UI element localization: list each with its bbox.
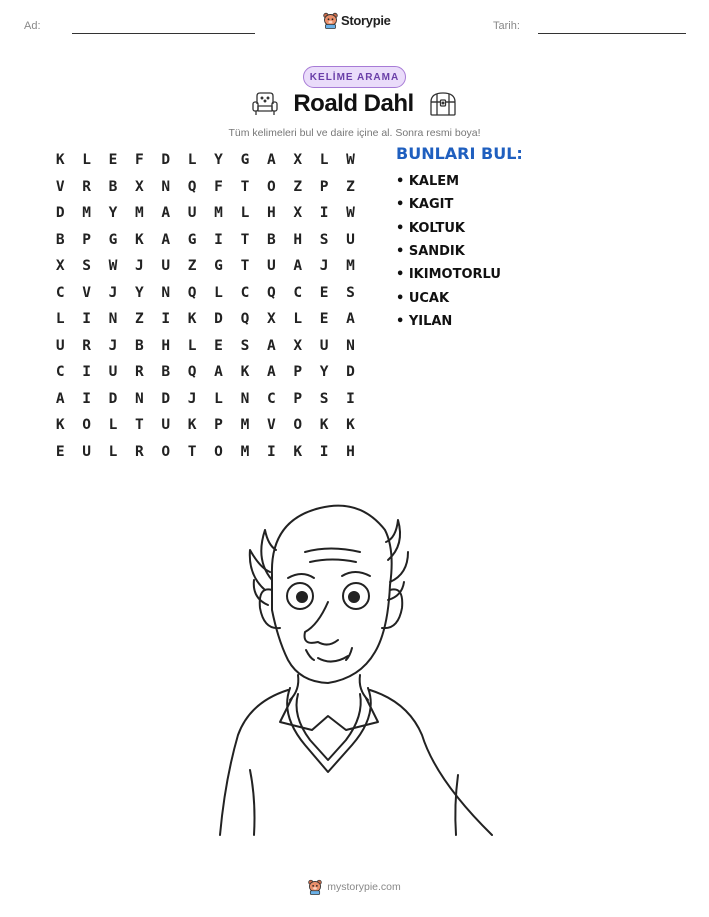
grid-cell[interactable]: Y bbox=[214, 152, 223, 169]
grid-cell[interactable]: B bbox=[135, 337, 144, 354]
grid-cell[interactable]: G bbox=[240, 152, 250, 169]
word-list bbox=[396, 170, 501, 333]
grid-cell[interactable]: S bbox=[319, 231, 329, 248]
grid-cell[interactable]: U bbox=[319, 337, 329, 354]
grid-cell[interactable]: Q bbox=[187, 178, 197, 195]
grid-cell[interactable]: N bbox=[135, 390, 144, 407]
grid-cell[interactable]: C bbox=[55, 364, 65, 381]
grid-cell[interactable]: O bbox=[82, 417, 91, 434]
grid-cell[interactable]: T bbox=[187, 443, 197, 460]
grid-cell[interactable]: S bbox=[319, 390, 329, 407]
grid-cell[interactable]: L bbox=[55, 311, 65, 328]
grid-cell[interactable]: K bbox=[240, 364, 250, 381]
grid-cell[interactable]: H bbox=[346, 443, 355, 460]
grid-cell[interactable]: Z bbox=[346, 178, 355, 195]
grid-cell[interactable]: J bbox=[135, 258, 144, 275]
grid-cell[interactable]: Q bbox=[240, 311, 250, 328]
word-list-item: • KOLTUK bbox=[396, 220, 466, 236]
word-list-item: • KAGIT bbox=[396, 197, 454, 213]
grid-cell[interactable]: D bbox=[161, 390, 171, 407]
title-row bbox=[0, 90, 709, 118]
grid-cell[interactable]: D bbox=[214, 311, 223, 328]
grid-cell[interactable]: Q bbox=[266, 284, 276, 301]
grid-cell[interactable]: H bbox=[266, 205, 276, 222]
grid-cell[interactable]: D bbox=[108, 390, 118, 407]
word-list-item: • YILAN bbox=[396, 313, 453, 329]
grid-cell[interactable]: H bbox=[161, 337, 171, 354]
grid-cell[interactable]: Q bbox=[187, 284, 197, 301]
name-label: Ad: bbox=[24, 20, 41, 32]
grid-cell[interactable]: I bbox=[82, 311, 91, 328]
grid-cell[interactable]: L bbox=[108, 443, 118, 460]
grid-cell[interactable]: E bbox=[319, 311, 329, 328]
roald-dahl-coloring-portrait[interactable] bbox=[210, 490, 500, 845]
grid-cell[interactable]: C bbox=[240, 284, 250, 301]
grid-cell[interactable]: L bbox=[319, 152, 329, 169]
grid-cell[interactable]: J bbox=[108, 337, 118, 354]
grid-cell[interactable]: T bbox=[240, 258, 250, 275]
grid-cell[interactable]: U bbox=[346, 231, 355, 248]
brand-name: Storypie bbox=[341, 13, 391, 28]
grid-cell[interactable]: U bbox=[161, 417, 171, 434]
grid-cell[interactable]: N bbox=[240, 390, 250, 407]
grid-cell[interactable]: O bbox=[214, 443, 223, 460]
grid-cell[interactable]: S bbox=[346, 284, 355, 301]
grid-cell[interactable]: B bbox=[108, 178, 118, 195]
grid-cell[interactable]: J bbox=[319, 258, 329, 275]
word-list-item: • SANDIK bbox=[396, 244, 465, 260]
grid-cell[interactable]: K bbox=[55, 152, 65, 169]
grid-cell[interactable]: K bbox=[293, 443, 303, 460]
grid-cell[interactable]: A bbox=[266, 337, 276, 354]
grid-cell[interactable]: M bbox=[214, 205, 223, 222]
grid-cell[interactable]: B bbox=[161, 364, 171, 381]
date-line[interactable] bbox=[538, 33, 686, 34]
grid-cell[interactable]: N bbox=[346, 337, 355, 354]
grid-cell[interactable]: S bbox=[240, 337, 250, 354]
grid-cell[interactable]: P bbox=[319, 178, 329, 195]
grid-cell[interactable]: R bbox=[135, 443, 144, 460]
grid-cell[interactable]: I bbox=[214, 231, 223, 248]
grid-cell[interactable]: H bbox=[293, 231, 303, 248]
grid-cell[interactable]: U bbox=[161, 258, 171, 275]
grid-cell[interactable]: N bbox=[161, 284, 171, 301]
grid-cell[interactable]: B bbox=[55, 231, 65, 248]
grid-cell[interactable]: T bbox=[240, 178, 250, 195]
grid-cell[interactable]: O bbox=[161, 443, 171, 460]
grid-cell[interactable]: D bbox=[346, 364, 355, 381]
grid-cell[interactable]: Y bbox=[319, 364, 329, 381]
grid-cell[interactable]: N bbox=[161, 178, 171, 195]
grid-cell[interactable]: U bbox=[82, 443, 91, 460]
grid-cell[interactable]: A bbox=[266, 152, 276, 169]
grid-cell[interactable]: P bbox=[293, 364, 303, 381]
grid-cell[interactable]: M bbox=[135, 205, 144, 222]
grid-cell[interactable]: U bbox=[187, 205, 197, 222]
grid-cell[interactable]: M bbox=[240, 443, 250, 460]
grid-cell[interactable]: L bbox=[187, 152, 197, 169]
grid-cell[interactable]: I bbox=[82, 364, 91, 381]
grid-cell[interactable]: A bbox=[214, 364, 223, 381]
grid-cell[interactable]: A bbox=[266, 364, 276, 381]
grid-cell[interactable]: X bbox=[293, 205, 303, 222]
grid-cell[interactable]: M bbox=[82, 205, 91, 222]
word-list-item: • UCAK bbox=[396, 290, 450, 306]
grid-cell[interactable]: V bbox=[55, 178, 65, 195]
category-badge: KELİME ARAMA bbox=[303, 66, 406, 88]
word-list-title: BUNLARI BUL: bbox=[396, 144, 523, 163]
grid-cell[interactable]: R bbox=[82, 337, 91, 354]
grid-cell[interactable]: E bbox=[319, 284, 329, 301]
grid-cell[interactable]: X bbox=[293, 152, 303, 169]
grid-cell[interactable]: T bbox=[240, 231, 250, 248]
grid-cell[interactable]: J bbox=[187, 390, 197, 407]
instructions: Tüm kelimeleri bul ve daire içine al. Sonra resmi boya! bbox=[228, 127, 481, 139]
page-title: Roald Dahl bbox=[293, 90, 414, 117]
grid-cell[interactable]: I bbox=[266, 443, 276, 460]
grid-cell[interactable]: E bbox=[214, 337, 223, 354]
grid-cell[interactable]: F bbox=[214, 178, 223, 195]
bear-mascot-icon bbox=[323, 12, 338, 29]
grid-cell[interactable]: I bbox=[319, 205, 329, 222]
grid-cell[interactable]: D bbox=[55, 205, 65, 222]
word-list-item: • KALEM bbox=[396, 174, 460, 190]
grid-cell[interactable]: Z bbox=[187, 258, 197, 275]
grid-cell[interactable]: G bbox=[214, 258, 223, 275]
date-label: Tarih: bbox=[493, 20, 520, 32]
grid-cell[interactable]: I bbox=[82, 390, 91, 407]
grid-cell[interactable]: R bbox=[135, 364, 144, 381]
grid-cell[interactable]: X bbox=[293, 337, 303, 354]
grid-cell[interactable]: I bbox=[161, 311, 171, 328]
grid-cell[interactable]: T bbox=[135, 417, 144, 434]
grid-cell[interactable]: W bbox=[346, 205, 355, 222]
grid-cell[interactable]: A bbox=[346, 311, 355, 328]
grid-cell[interactable]: C bbox=[293, 284, 303, 301]
grid-cell[interactable]: O bbox=[266, 178, 276, 195]
grid-cell[interactable]: K bbox=[187, 311, 197, 328]
grid-cell[interactable]: A bbox=[293, 258, 303, 275]
brand-logo bbox=[323, 12, 391, 29]
grid-cell[interactable]: U bbox=[55, 337, 65, 354]
bear-mascot-icon bbox=[308, 879, 322, 895]
grid-cell[interactable]: L bbox=[187, 337, 197, 354]
grid-cell[interactable]: I bbox=[319, 443, 329, 460]
grid-cell[interactable]: L bbox=[82, 152, 91, 169]
grid-cell[interactable]: P bbox=[293, 390, 303, 407]
grid-cell[interactable]: Z bbox=[135, 311, 144, 328]
grid-cell[interactable]: K bbox=[319, 417, 329, 434]
armchair-icon bbox=[251, 90, 279, 118]
grid-cell[interactable]: E bbox=[55, 443, 65, 460]
footer bbox=[0, 879, 709, 895]
grid-cell[interactable]: Y bbox=[135, 284, 144, 301]
grid-cell[interactable]: M bbox=[346, 258, 355, 275]
grid-cell[interactable]: K bbox=[135, 231, 144, 248]
grid-cell[interactable]: P bbox=[82, 231, 91, 248]
grid-cell[interactable]: D bbox=[161, 152, 171, 169]
grid-cell[interactable]: W bbox=[108, 258, 118, 275]
grid-cell[interactable]: R bbox=[82, 178, 91, 195]
grid-cell[interactable]: C bbox=[55, 284, 65, 301]
grid-cell[interactable]: L bbox=[108, 417, 118, 434]
grid-cell[interactable]: W bbox=[346, 152, 355, 169]
grid-cell[interactable]: L bbox=[214, 284, 223, 301]
grid-cell[interactable]: O bbox=[293, 417, 303, 434]
grid-cell[interactable]: X bbox=[55, 258, 65, 275]
grid-cell[interactable]: X bbox=[135, 178, 144, 195]
grid-cell[interactable]: A bbox=[161, 205, 171, 222]
grid-cell[interactable]: P bbox=[214, 417, 223, 434]
grid-cell[interactable]: E bbox=[108, 152, 118, 169]
grid-cell[interactable]: G bbox=[108, 231, 118, 248]
grid-cell[interactable]: J bbox=[108, 284, 118, 301]
grid-cell[interactable]: A bbox=[161, 231, 171, 248]
grid-cell[interactable]: Y bbox=[108, 205, 118, 222]
grid-cell[interactable]: I bbox=[346, 390, 355, 407]
name-line[interactable] bbox=[72, 33, 255, 34]
grid-cell[interactable]: X bbox=[266, 311, 276, 328]
grid-cell[interactable]: L bbox=[293, 311, 303, 328]
grid-cell[interactable]: K bbox=[55, 417, 65, 434]
grid-cell[interactable]: U bbox=[266, 258, 276, 275]
grid-cell[interactable]: N bbox=[108, 311, 118, 328]
grid-cell[interactable]: L bbox=[214, 390, 223, 407]
word-list-item: • IKIMOTORLU bbox=[396, 267, 501, 283]
grid-cell[interactable]: K bbox=[346, 417, 355, 434]
word-search-grid[interactable] bbox=[47, 147, 364, 465]
grid-cell[interactable]: V bbox=[82, 284, 91, 301]
grid-cell[interactable]: U bbox=[108, 364, 118, 381]
grid-cell[interactable]: K bbox=[187, 417, 197, 434]
grid-cell[interactable]: M bbox=[240, 417, 250, 434]
treasure-chest-icon bbox=[428, 90, 458, 118]
grid-cell[interactable]: F bbox=[135, 152, 144, 169]
grid-cell[interactable]: V bbox=[266, 417, 276, 434]
footer-url[interactable]: mystorypie.com bbox=[327, 881, 401, 893]
grid-cell[interactable]: G bbox=[187, 231, 197, 248]
grid-cell[interactable]: B bbox=[266, 231, 276, 248]
grid-cell[interactable]: Z bbox=[293, 178, 303, 195]
grid-cell[interactable]: A bbox=[55, 390, 65, 407]
grid-cell[interactable]: S bbox=[82, 258, 91, 275]
grid-cell[interactable]: L bbox=[240, 205, 250, 222]
grid-cell[interactable]: C bbox=[266, 390, 276, 407]
grid-cell[interactable]: Q bbox=[187, 364, 197, 381]
